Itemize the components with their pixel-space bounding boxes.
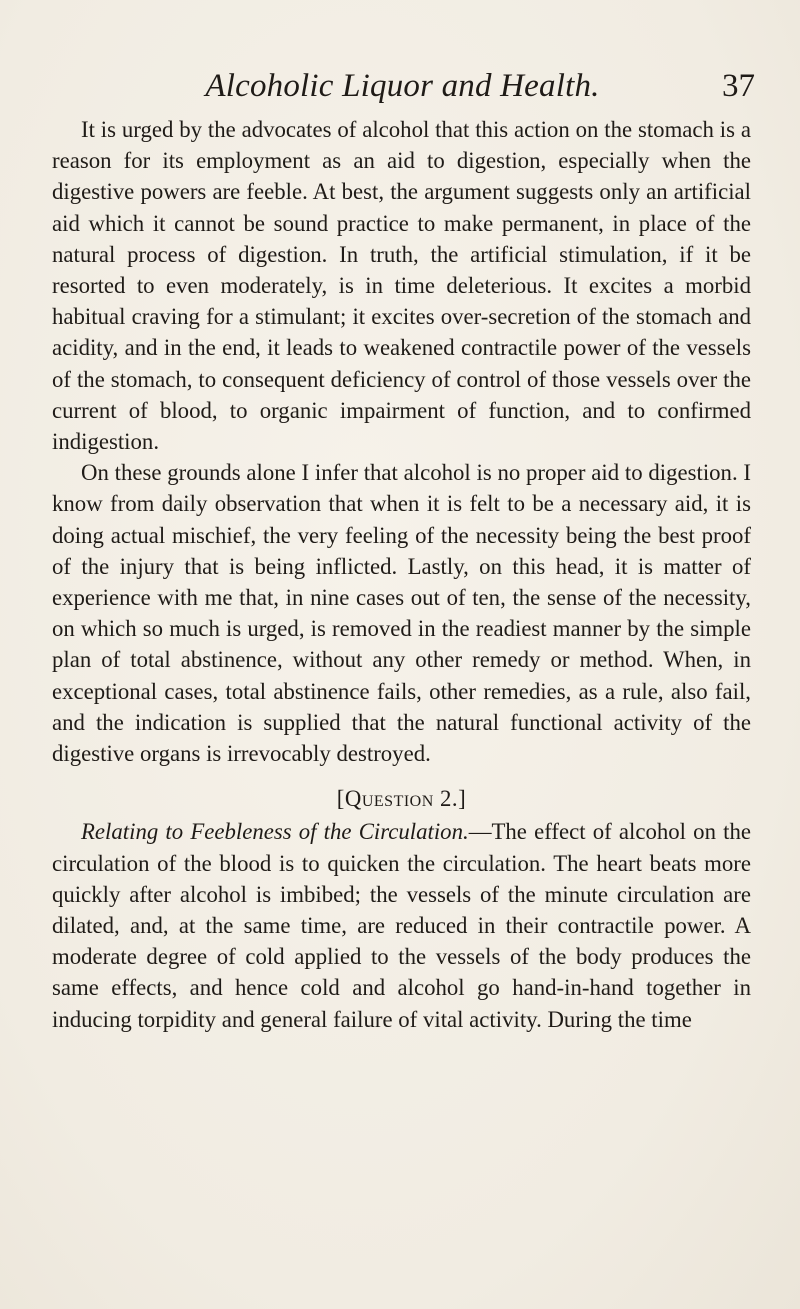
paragraph: On these grounds alone I infer that alcohol is no proper aid to digestion. I know from daily observation that when it is felt to be a necessary aid, it is doing actual mischief, the very feeling of the necessity being the best proof of the injury that is being inflicted. Lastly, on this head, it is matter of experience with me that, in nine cases out of ten, the sense of the necessity, on which so much is urged, is removed in the readiest manner by the simple plan of total abstinence, without any other remedy or method. When, in exceptional cases, total abstinence fails, other remedies, as a rule, also fail, and the indication is supplied that the natural functional activity of the digestive organs is irrevocably destroyed. — [52, 460, 751, 767]
body-text — [52, 114, 751, 1035]
running-title: Alcoholic Liquor and Health. — [205, 68, 600, 104]
running-head — [50, 64, 755, 108]
paragraph-lead-heading: Relating to Feebleness of the Circulation. — [81, 819, 469, 845]
paragraph-text: —The effect of alcohol on the circulation of the blood is to quicken the circulation. The heart beats more quickly after alcohol is imbibed; the vessels of the minute circulation are dilated, and, at the same time, are reduced in their contractile power. A moderate degree of cold applied to the vessels of the body produces the same effects, and hence cold and alcohol go hand-in-hand together in inducing torpidity and general failure of vital activity. During the time — [52, 819, 751, 1032]
page-number: 37 — [722, 68, 755, 104]
section-heading: [Question 2.] — [336, 786, 467, 812]
paragraph: It is urged by the advocates of alcohol that this action on the stomach is a reason for its employment as an aid to digestion, especially when the digestive powers are feeble. At best, the argument suggests only an artificial aid which it cannot be sound practice to make permanent, in place of the natural process of digestion. In truth, the artificial stimulation, if it be resorted to even moderately, is in time deleterious. It excites a morbid habitual craving for a stimulant; it excites over-secretion of the stomach and acidity, and in the end, it leads to weakened contractile power of the vessels of the stomach, to consequent deficiency of control of those vessels over the current of blood, to organic impairment of function, and to confirmed indigestion. — [52, 117, 751, 455]
paragraph — [52, 816, 751, 1034]
